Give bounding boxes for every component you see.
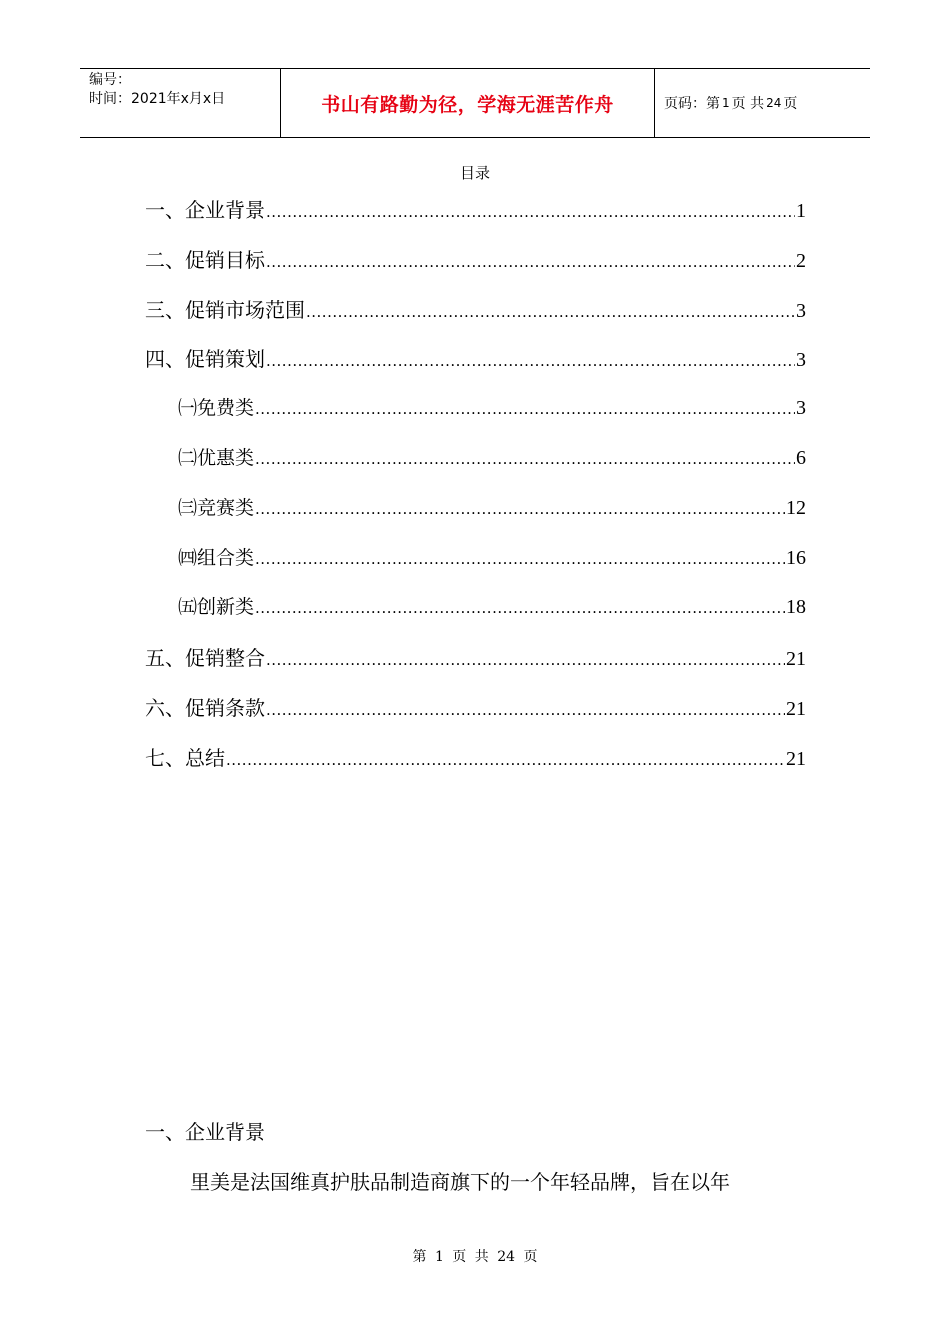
- toc-entry-page: 16: [786, 546, 806, 569]
- table-of-contents: [145, 194, 806, 792]
- page-prefix: 页码：第: [664, 96, 720, 112]
- toc-entry-page: 3: [796, 397, 806, 420]
- toc-entry-label: ㈢竞赛类: [178, 496, 255, 519]
- toc-leader-dots: [255, 599, 785, 617]
- toc-subentry[interactable]: [145, 393, 806, 443]
- toc-entry-label: 三、促销市场范围: [145, 297, 305, 322]
- toc-entry[interactable]: [145, 343, 806, 393]
- header-motto: 书山有路勤为径，学海无涯苦作舟: [281, 69, 655, 137]
- toc-entry[interactable]: [145, 642, 806, 692]
- toc-entry-page: 6: [796, 446, 806, 469]
- toc-leader-dots: [255, 450, 795, 468]
- page-mid: 页 共: [731, 96, 765, 112]
- toc-leader-dots: [255, 550, 785, 568]
- toc-entry-page: 3: [796, 349, 806, 372]
- toc-entry-page: 1: [796, 200, 806, 222]
- toc-entry-label: 四、促销策划: [145, 347, 265, 372]
- header-info-cell: [80, 69, 281, 137]
- toc-leader-dots: [266, 253, 795, 271]
- toc-entry-page: 12: [786, 496, 806, 519]
- toc-entry-label: 五、促销整合: [145, 646, 265, 671]
- toc-entry[interactable]: [145, 294, 806, 344]
- toc-leader-dots: [306, 303, 795, 321]
- toc-entry[interactable]: [145, 194, 806, 244]
- page-total: 24: [766, 96, 782, 110]
- toc-entry-page: 21: [786, 648, 806, 671]
- page-header: [80, 68, 870, 138]
- toc-entry-label: 七、总结: [145, 745, 225, 770]
- toc-entry-label: 一、企业背景: [145, 198, 265, 222]
- toc-entry-label: ㈤创新类: [178, 596, 255, 619]
- toc-leader-dots: [255, 500, 785, 518]
- toc-leader-dots: [266, 203, 795, 221]
- toc-leader-dots: [266, 352, 795, 370]
- toc-leader-dots: [266, 651, 785, 669]
- page-current: 1: [722, 96, 730, 110]
- toc-entry-label: 六、促销条款: [145, 695, 265, 720]
- document-number-label: 编号：: [89, 72, 131, 88]
- toc-entry-label: ㈣组合类: [178, 546, 255, 569]
- toc-title: 目录: [459, 164, 490, 182]
- toc-entry[interactable]: [145, 692, 806, 742]
- toc-subentry[interactable]: [145, 592, 806, 642]
- document-time-label: 时间：2021年x月x日: [89, 91, 226, 107]
- toc-entry-label: 二、促销目标: [145, 247, 265, 272]
- toc-entry-page: 2: [796, 249, 806, 272]
- section-heading: 一、企业背景: [145, 1120, 265, 1144]
- toc-entry[interactable]: [145, 244, 806, 294]
- toc-subentry[interactable]: [145, 443, 806, 493]
- toc-subentry[interactable]: [145, 543, 806, 593]
- page-footer: 第 1 页 共 24 页: [412, 1249, 538, 1265]
- toc-leader-dots: [266, 701, 785, 719]
- toc-leader-dots: [255, 400, 795, 418]
- toc-entry-page: 3: [796, 299, 806, 322]
- toc-entry-page: 21: [786, 747, 806, 770]
- toc-entry[interactable]: [145, 742, 806, 792]
- header-page-info: [655, 69, 870, 137]
- body-paragraph: 里美是法国维真护肤品制造商旗下的一个年轻品牌，旨在以年: [190, 1170, 730, 1194]
- toc-entry-page: 21: [786, 697, 806, 720]
- toc-entry-label: ㈡优惠类: [178, 446, 255, 469]
- toc-entry-label: ㈠免费类: [178, 397, 255, 420]
- page-suffix: 页: [783, 96, 798, 112]
- toc-subentry[interactable]: [145, 493, 806, 543]
- toc-entry-page: 18: [786, 596, 806, 619]
- toc-leader-dots: [226, 751, 785, 769]
